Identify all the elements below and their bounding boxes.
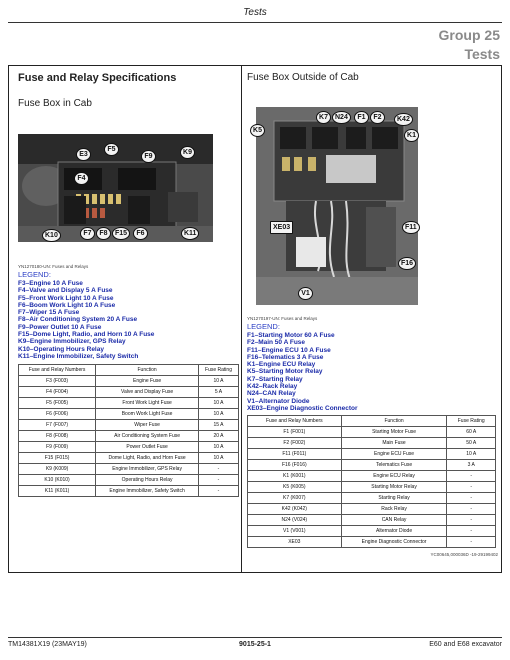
cell: Starting Relay: [341, 493, 447, 504]
left-legend-item: K11–Engine Immobilizer, Safety Switch: [18, 352, 139, 360]
col-header: Function: [341, 416, 447, 427]
table-row: [19, 431, 239, 442]
cell: F16 (F016): [248, 460, 342, 471]
cell: K7 (K007): [248, 493, 342, 504]
cell: F4 (F004): [19, 387, 96, 398]
cell: K10 (K010): [19, 475, 96, 486]
callout-f1: F1: [354, 111, 369, 124]
callout-f7: F7: [80, 227, 95, 240]
col-header: Fuse Rating: [447, 416, 496, 427]
callout-f4: F4: [74, 172, 89, 185]
cell: CAN Relay: [341, 515, 447, 526]
callout-f16: F16: [398, 257, 416, 270]
left-legend-item: K9–Engine Immobilizer, GPS Relay: [18, 338, 126, 346]
cell: -: [447, 526, 496, 537]
left-legend-item: F15–Dome Light, Radio, and Horn 10 A Fuse: [18, 331, 155, 339]
left-legend-item: F4–Valve and Display 5 A Fuse: [18, 287, 113, 295]
cell: Telematics Fuse: [341, 460, 447, 471]
footer-model: E60 and E68 excavator: [429, 641, 502, 648]
table-row: [19, 453, 239, 464]
left-legend: [18, 280, 154, 360]
callout-v1: V1: [298, 287, 313, 300]
section-label: Tests: [464, 46, 500, 62]
table-row: [19, 376, 239, 387]
col-header: Fuse and Relay Numbers: [248, 416, 342, 427]
cell: 3 A: [447, 460, 496, 471]
cell: XE03: [248, 537, 342, 548]
cell: -: [447, 504, 496, 515]
cell: N24 (V024): [248, 515, 342, 526]
cell: Engine Immobilizer, Safety Switch: [96, 486, 199, 497]
cell: -: [447, 537, 496, 548]
table-row: [19, 398, 239, 409]
table-row: [19, 387, 239, 398]
cell: Starting Motor Relay: [341, 482, 447, 493]
cell: Operating Hours Relay: [96, 475, 199, 486]
right-legend-item: XE03–Engine Diagnostic Connector: [247, 404, 358, 412]
callout-f11: F11: [402, 221, 420, 234]
cell: F8 (F008): [19, 431, 96, 442]
table-row: [19, 486, 239, 497]
left-legend-item: F8–Air Conditioning System 20 A Fuse: [18, 316, 138, 324]
left-heading: Fuse and Relay Specifications: [18, 72, 177, 84]
cell: 5 A: [199, 387, 239, 398]
right-legend-item: F11–Engine ECU 10 A Fuse: [247, 346, 331, 354]
cab-fuse-box-photo: [18, 134, 213, 242]
cell: Power Outlet Fuse: [96, 442, 199, 453]
cell: -: [447, 482, 496, 493]
cell: -: [199, 464, 239, 475]
callout-k9: K9: [180, 146, 195, 159]
cell: Air Conditioning System Fuse: [96, 431, 199, 442]
cell: Engine Fuse: [96, 376, 199, 387]
right-legend-item: N24–CAN Relay: [247, 390, 296, 398]
left-legend-title: LEGEND:: [18, 270, 51, 279]
right-legend-item: F1–Starting Motor 60 A Fuse: [247, 332, 335, 339]
callout-f6: F6: [133, 227, 148, 240]
right-legend: [247, 332, 358, 412]
cell: Boom Work Light Fuse: [96, 409, 199, 420]
cell: -: [199, 475, 239, 486]
table-row: [19, 420, 239, 431]
callout-xe03: XE03: [270, 221, 293, 234]
right-legend-item: F16–Telematics 3 A Fuse: [247, 353, 324, 361]
left-subheading: Fuse Box in Cab: [18, 98, 92, 109]
right-legend-item: F2–Main 50 A Fuse: [247, 339, 306, 347]
cell: V1 (V001): [248, 526, 342, 537]
cell: F7 (F007): [19, 420, 96, 431]
table-row: [248, 482, 496, 493]
cell: 10 A: [199, 376, 239, 387]
cell: 10 A: [199, 398, 239, 409]
callout-e3: E3: [76, 148, 91, 161]
right-legend-item: K7–Starting Relay: [247, 375, 303, 383]
cell: F2 (F002): [248, 438, 342, 449]
cell: F1 (F001): [248, 427, 342, 438]
cell: K11 (K011): [19, 486, 96, 497]
cell: Rack Relay: [341, 504, 447, 515]
outside-fuse-table: [247, 415, 496, 548]
left-legend-item: F6–Boom Work Light 10 A Fuse: [18, 301, 116, 309]
cell: -: [447, 471, 496, 482]
cell: Engine Diagnostic Connector: [341, 537, 447, 548]
cell: 10 A: [199, 442, 239, 453]
header-rule: [8, 22, 502, 23]
cell: 10 A: [199, 409, 239, 420]
cell: F5 (F005): [19, 398, 96, 409]
callout-f9: F9: [141, 150, 156, 163]
cell: F6 (F006): [19, 409, 96, 420]
table-row: [248, 471, 496, 482]
callout-k42: K42: [394, 113, 413, 126]
table-row: [19, 442, 239, 453]
left-legend-item: F3–Engine 10 A Fuse: [18, 280, 83, 287]
cell: Engine ECU Relay: [341, 471, 447, 482]
col-header: Fuse Rating: [199, 365, 239, 376]
table-row: [248, 460, 496, 471]
cell: 15 A: [199, 420, 239, 431]
callout-k11: K11: [181, 227, 199, 240]
cell: F11 (F011): [248, 449, 342, 460]
group-label: Group 25: [438, 27, 500, 43]
right-legend-item: K5–Starting Motor Relay: [247, 368, 323, 376]
right-legend-item: V1–Alternator Diode: [247, 397, 310, 405]
cell: K5 (K005): [248, 482, 342, 493]
right-legend-item: K42–Rack Relay: [247, 383, 298, 391]
cell: Main Fuse: [341, 438, 447, 449]
page-header-title: Tests: [243, 7, 267, 18]
cell: K9 (K009): [19, 464, 96, 475]
cell: K42 (K042): [248, 504, 342, 515]
cell: 60 A: [447, 427, 496, 438]
cell: Wiper Fuse: [96, 420, 199, 431]
table-row: [248, 427, 496, 438]
table-header-row: [248, 416, 496, 427]
cell: Front Work Light Fuse: [96, 398, 199, 409]
callout-f5: F5: [104, 143, 119, 156]
right-legend-item: K1–Engine ECU Relay: [247, 361, 316, 369]
footer-page-number: 9015-25-1: [239, 641, 271, 648]
document-reference-note: YC00645,000036D -19-29199402: [430, 552, 498, 557]
cell: 10 A: [447, 449, 496, 460]
cell: F3 (F003): [19, 376, 96, 387]
cell: Dome Light, Radio, and Horn Fuse: [96, 453, 199, 464]
left-legend-item: F9–Power Outlet 10 A Fuse: [18, 323, 102, 331]
cell: Alternator Diode: [341, 526, 447, 537]
cell: Starting Motor Fuse: [341, 427, 447, 438]
cell: Engine Immobilizer, GPS Relay: [96, 464, 199, 475]
outside-fuse-box-photo: [253, 107, 418, 305]
cell: 50 A: [447, 438, 496, 449]
cell: F15 (F015): [19, 453, 96, 464]
footer-rule: [8, 637, 502, 638]
callout-f2: F2: [370, 111, 385, 124]
left-photo-caption: YN1270180-UN: Fuses and Relays: [18, 264, 89, 269]
left-legend-item: F7–Wiper 15 A Fuse: [18, 309, 80, 317]
column-divider: [241, 65, 242, 573]
callout-f15: F15: [112, 227, 130, 240]
right-legend-title: LEGEND:: [247, 322, 280, 331]
table-row: [248, 537, 496, 548]
right-photo-caption: YN1270197-UN: Fuses and Relays: [247, 316, 318, 321]
table-row: [248, 526, 496, 537]
table-row: [19, 409, 239, 420]
table-row: [248, 515, 496, 526]
table-row: [19, 464, 239, 475]
col-header: Fuse and Relay Numbers: [19, 365, 96, 376]
cell: 10 A: [199, 453, 239, 464]
table-row: [248, 493, 496, 504]
table-row: [248, 504, 496, 515]
cab-fuse-table: [18, 364, 239, 497]
table-header-row: [19, 365, 239, 376]
callout-k10: K10: [42, 229, 61, 242]
callout-n24: N24: [332, 111, 351, 124]
callout-k7: K7: [316, 111, 331, 124]
right-heading: Fuse Box Outside of Cab: [247, 72, 359, 83]
left-legend-item: K10–Operating Hours Relay: [18, 345, 104, 353]
cell: F9 (F009): [19, 442, 96, 453]
cell: Valve and Display Fuse: [96, 387, 199, 398]
callout-k5: K5: [250, 124, 265, 137]
table-row: [19, 475, 239, 486]
callout-k1: K1: [404, 129, 419, 142]
cell: -: [447, 493, 496, 504]
cell: 20 A: [199, 431, 239, 442]
table-row: [248, 449, 496, 460]
cell: -: [447, 515, 496, 526]
table-row: [248, 438, 496, 449]
callout-f8: F8: [96, 227, 111, 240]
footer-manual-id: TM14381X19 (23MAY19): [8, 641, 87, 648]
cell: K1 (K001): [248, 471, 342, 482]
cell: Engine ECU Fuse: [341, 449, 447, 460]
col-header: Function: [96, 365, 199, 376]
cell: -: [199, 486, 239, 497]
left-legend-item: F5–Front Work Light 10 A Fuse: [18, 294, 114, 302]
